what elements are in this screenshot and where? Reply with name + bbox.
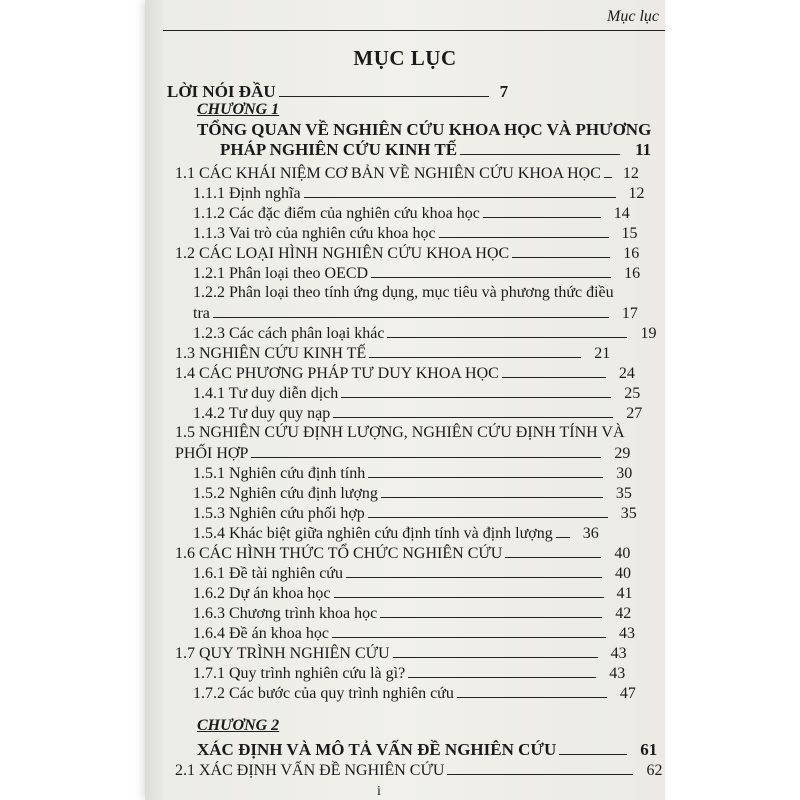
book-page [145, 0, 665, 800]
toc-entry: 1.1.2 Các đặc điểm của nghiên cứu khoa học 14 [193, 205, 630, 222]
toc-entry: 1.4.1 Tư duy diễn dịch 25 [193, 385, 641, 402]
chapter-1-title-line2: PHÁP NGHIÊN CỨU KINH TẾ 11 [220, 140, 652, 159]
toc-entry: 1.6 CÁC HÌNH THỨC TỔ CHỨC NGHIÊN CỨU 40 [175, 545, 631, 562]
toc-entry: 1.5.4 Khác biệt giữa nghiên cứu định tính và định lượng 36 [193, 525, 599, 542]
toc-entry: 1.4.2 Tư duy quy nạp 27 [193, 405, 643, 422]
toc-entry: 1.5.1 Nghiên cứu định tính 30 [193, 465, 633, 482]
toc-entry: 1.6.2 Dự án khoa học 41 [193, 585, 633, 602]
running-head: Mục lục [607, 8, 659, 25]
toc-entry: tra 17 [193, 305, 638, 322]
toc-entry: 1.5.3 Nghiên cứu phối hợp 35 [193, 505, 637, 522]
toc-entry: 1.7 QUY TRÌNH NGHIÊN CỨU 43 [175, 645, 627, 662]
toc-entry: 1.6.4 Đề án khoa học 43 [193, 625, 635, 642]
toc-entry: 1.5 NGHIÊN CỨU ĐỊNH LƯỢNG, NGHIÊN CỨU ĐỊNH TÍNH VÀ [175, 424, 625, 441]
chapter-2-label: CHƯƠNG 2 [197, 717, 280, 734]
toc-entry: 1.6.1 Đề tài nghiên cứu 40 [193, 565, 631, 582]
chapter-1-label: CHƯƠNG 1 [197, 101, 280, 118]
toc-entry: 1.2 CÁC LOẠI HÌNH NGHIÊN CỨU KHOA HỌC 16 [175, 245, 640, 262]
toc-entry: 1.6.3 Chương trình khoa học 42 [193, 605, 632, 622]
toc-entry: 1.3 NGHIÊN CỨU KINH TẾ 21 [175, 345, 611, 362]
toc-entry: 2.1 XÁC ĐỊNH VẤN ĐỀ NGHIÊN CỨU 62 [175, 762, 663, 779]
toc-entry: 1.4 CÁC PHƯƠNG PHÁP TƯ DUY KHOA HỌC 24 [175, 365, 635, 382]
chapter-2-title: XÁC ĐỊNH VÀ MÔ TẢ VẤN ĐỀ NGHIÊN CỨU 61 [197, 740, 658, 759]
toc-entry: 1.2.3 Các cách phân loại khác 19 [193, 325, 657, 342]
toc-entry-preface: LỜI NÓI ĐẦU 7 [167, 82, 509, 101]
page-number: i [377, 784, 381, 799]
toc-entry: 1.2.1 Phân loại theo OECD 16 [193, 265, 641, 282]
toc-entry: PHỐI HỢP 29 [175, 445, 631, 462]
toc-entry: 1.1.3 Vai trò của nghiên cứu khoa học 15 [193, 225, 638, 242]
chapter-1-title-line1: TỔNG QUAN VỀ NGHIÊN CỨU KHOA HỌC VÀ PHƯƠNG [197, 120, 652, 139]
header-rule [163, 30, 665, 31]
toc-entry: 1.1.1 Định nghĩa 12 [193, 185, 645, 202]
toc-entry: 1.7.1 Quy trình nghiên cứu là gì? 43 [193, 665, 626, 682]
toc-entry: 1.5.2 Nghiên cứu định lượng 35 [193, 485, 632, 502]
toc-entry: 1.7.2 Các bước của quy trình nghiên cứu 47 [193, 685, 636, 702]
toc-entry: 1.2.2 Phân loại theo tính ứng dụng, mục tiêu và phương thức điều [193, 284, 614, 301]
toc-entry: 1.1 CÁC KHÁI NIỆM CƠ BẢN VỀ NGHIÊN CỨU KHOA HỌC 12 [175, 165, 639, 182]
page-title: MỤC LỤC [353, 46, 457, 70]
